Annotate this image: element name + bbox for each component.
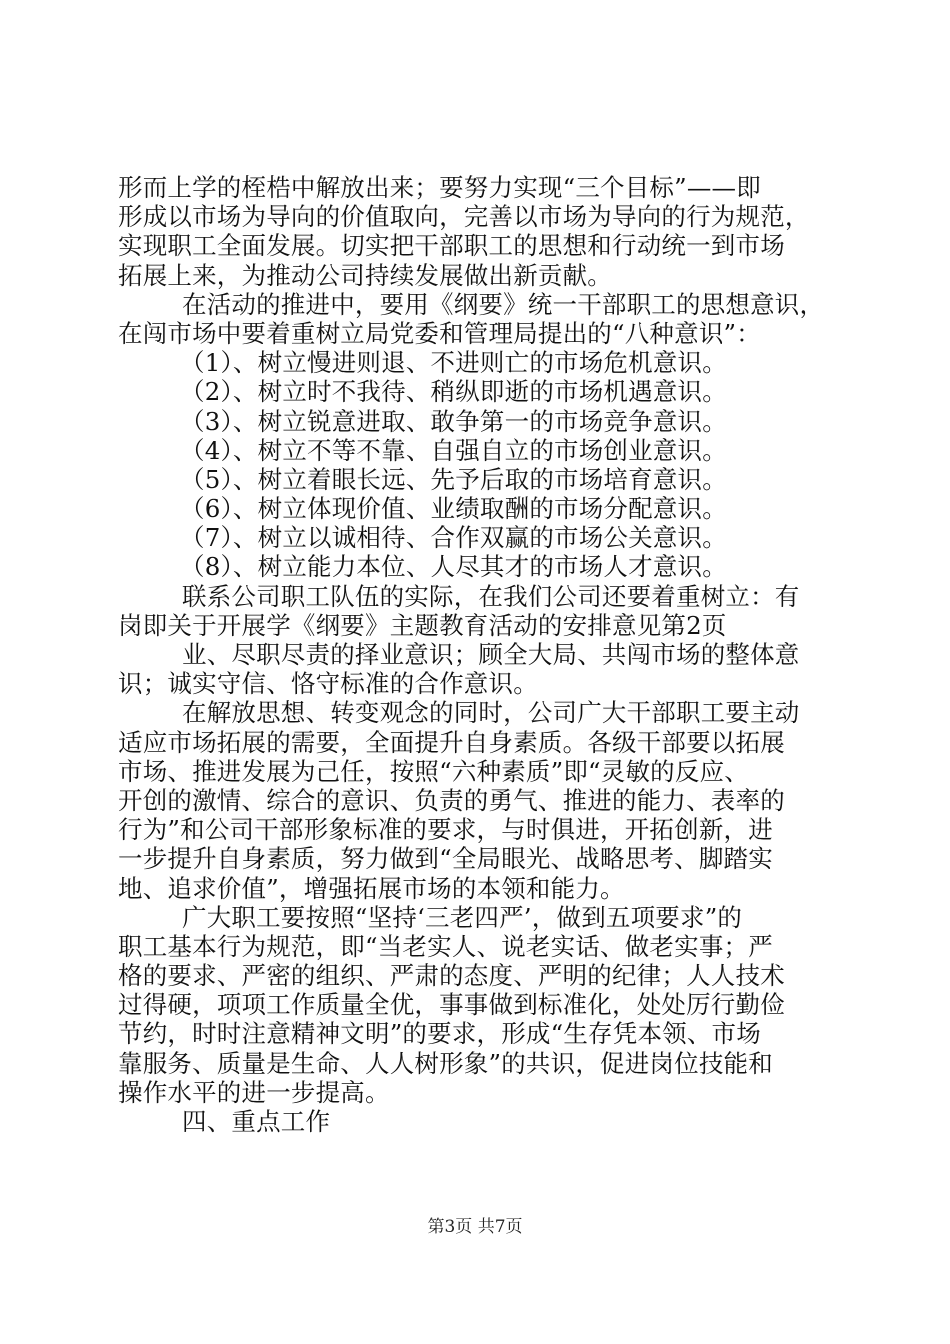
text-line: 靠服务、质量是生命、人人树形象”的共识，促进岗位技能和 <box>118 1048 773 1078</box>
text-line: 一步提升自身素质，努力做到“全局眼光、战略思考、脚踏实 <box>118 844 773 874</box>
paragraph-start-line: 业、尽职尽责的择业意识；顾全大局、共闯市场的整体意 <box>182 640 800 669</box>
list-item: （4）、树立不等不靠、自强自立的市场创业意识。 <box>180 435 727 465</box>
text-line: 市场、推进发展为己任，按照“六种素质”即“灵敏的反应、 <box>118 756 749 786</box>
list-item: （8）、树立能力本位、人尽其才的市场人才意识。 <box>180 552 727 582</box>
paragraph-start-line: 在解放思想、转变观念的同时，公司广大干部职工要主动 <box>182 698 800 728</box>
text-line: 地、追求价值”，增强拓展市场的本领和能力。 <box>118 873 625 903</box>
page-number-footer: 第3页 共7页 <box>427 1217 523 1237</box>
list-item: （6）、树立体现价值、业绩取酬的市场分配意识。 <box>180 494 727 524</box>
list-item: （7）、树立以诚相待、合作双赢的市场公关意识。 <box>180 523 727 553</box>
text-line: 拓展上来，为推动公司持续发展做出新贡献。 <box>118 260 612 290</box>
list-item: （3）、树立锐意进取、敢争第一的市场竞争意识。 <box>180 406 727 436</box>
text-line: 形而上学的桎梏中解放出来；要努力实现“三个目标”——即 <box>118 173 761 202</box>
text-line: 实现职工全面发展。切实把干部职工的思想和行动统一到市场 <box>118 231 785 261</box>
text-line: 岗即关于开展学《纲要》主题教育活动的安排意见第2页 <box>118 610 727 640</box>
paragraph-start-line: 广大职工要按照“坚持‘三老四严’，做到五项要求”的 <box>182 902 743 932</box>
text-line: 格的要求、严密的组织、严肃的态度、严明的纪律；人人技术 <box>118 961 785 991</box>
paragraph-start-line: 在活动的推进中，要用《纲要》统一干部职工的思想意识， <box>182 289 825 319</box>
list-item: （5）、树立着眼长远、先予后取的市场培育意识。 <box>180 464 727 494</box>
text-line: 开创的激情、综合的意识、负责的勇气、推进的能力、表率的 <box>118 785 785 815</box>
text-line: 职工基本行为规范，即“当老实人、说老实话、做老实事；严 <box>118 931 773 961</box>
section-heading: 四、重点工作 <box>182 1107 331 1136</box>
paragraph-start-line: 联系公司职工队伍的实际，在我们公司还要着重树立：有 <box>182 581 800 611</box>
text-line: 识；诚实守信、恪守标准的合作意识。 <box>118 669 538 699</box>
text-line: 形成以市场为导向的价值取向，完善以市场为导向的行为规范， <box>118 202 810 232</box>
text-line: 在闯市场中要着重树立局党委和管理局提出的“八种意识”： <box>118 318 761 348</box>
text-line: 过得硬，项项工作质量全优，事事做到标准化，处处厉行勤俭 <box>118 990 785 1020</box>
list-item: （2）、树立时不我待、稍纵即逝的市场机遇意识。 <box>180 377 727 407</box>
document-body <box>118 173 838 1136</box>
text-line: 节约，时时注意精神文明”的要求，形成“生存凭本领、市场 <box>118 1019 761 1049</box>
list-item: （1）、树立慢进则退、不进则亡的市场危机意识。 <box>180 348 727 378</box>
text-line: 行为”和公司干部形象标准的要求，与时俱进，开拓创新，进 <box>118 815 773 845</box>
text-line: 操作水平的进一步提高。 <box>118 1077 390 1107</box>
text-line: 适应市场拓展的需要，全面提升自身素质。各级干部要以拓展 <box>118 727 785 757</box>
